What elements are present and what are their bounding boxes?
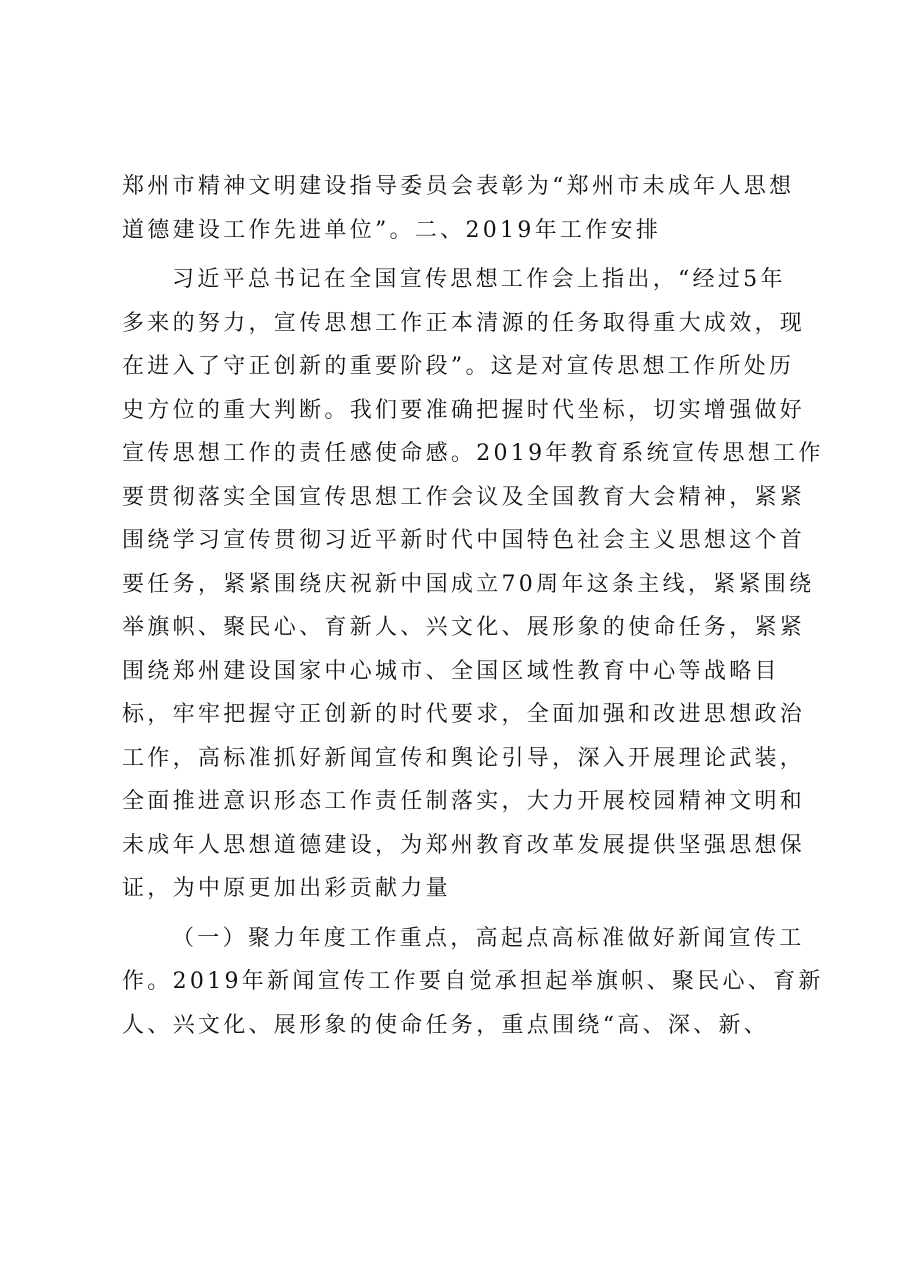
text-line: 在进入了守正创新的重要阶段”。这是对宣传思想工作所处历: [122, 354, 795, 379]
text-line: 标，牢牢把握守正创新的时代要求，全面加强和改进思想政治: [122, 702, 806, 727]
paragraph-first-line: （一）聚力年度工作重点，高起点高标准做好新闻宣传工: [172, 925, 805, 951]
text-line: 全面推进意识形态工作责任制落实，大力开展校园精神文明和: [122, 789, 806, 814]
text-line: 多来的努力，宣传思想工作正本清源的任务取得重大成效，现: [122, 310, 806, 336]
text-line: 未成年人思想道德建设，为郑州教育改革发展提供坚强思想保: [122, 832, 806, 858]
text-line: 证，为中原更加出彩贡献力量: [122, 876, 451, 901]
text-line: 工作，高标准抓好新闻宣传和舆论引导，深入开展理论武装，: [122, 745, 806, 771]
text-line: 道德建设工作先进单位”。二、2019年工作安排: [122, 217, 662, 243]
text-line: 围绕学习宣传贯彻习近平新时代中国特色社会主义思想这个首: [122, 528, 806, 553]
text-line: 作。2019年新闻宣传工作要自觉承担起举旗帜、聚民心、育新: [122, 969, 824, 994]
text-line: 要任务，紧紧围绕庆祝新中国成立70周年这条主线，紧紧围绕: [122, 571, 815, 597]
text-line: 宣传思想工作的责任感使命感。2019年教育系统宣传思想工作: [122, 441, 824, 466]
text-line: 围绕郑州建设国家中心城市、全国区域性教育中心等战略目: [122, 658, 780, 684]
text-line: 人、兴文化、展形象的使命任务，重点围绕“高、深、新、: [122, 1012, 770, 1038]
document-body: [122, 165, 824, 1047]
text-line: 郑州市精神文明建设指导委员会表彰为“郑州市未成年人思想: [122, 174, 795, 199]
text-line: 史方位的重大判断。我们要准确把握时代坐标，切实增强做好: [122, 397, 806, 423]
text-line: 举旗帜、聚民心、育新人、兴文化、展形象的使命任务，紧紧: [122, 615, 806, 640]
paragraph-first-line: 习近平总书记在全国宣传思想工作会上指出，“经过5年: [172, 267, 786, 292]
text-line: 要贯彻落实全国宣传思想工作会议及全国教育大会精神，紧紧: [122, 484, 806, 510]
